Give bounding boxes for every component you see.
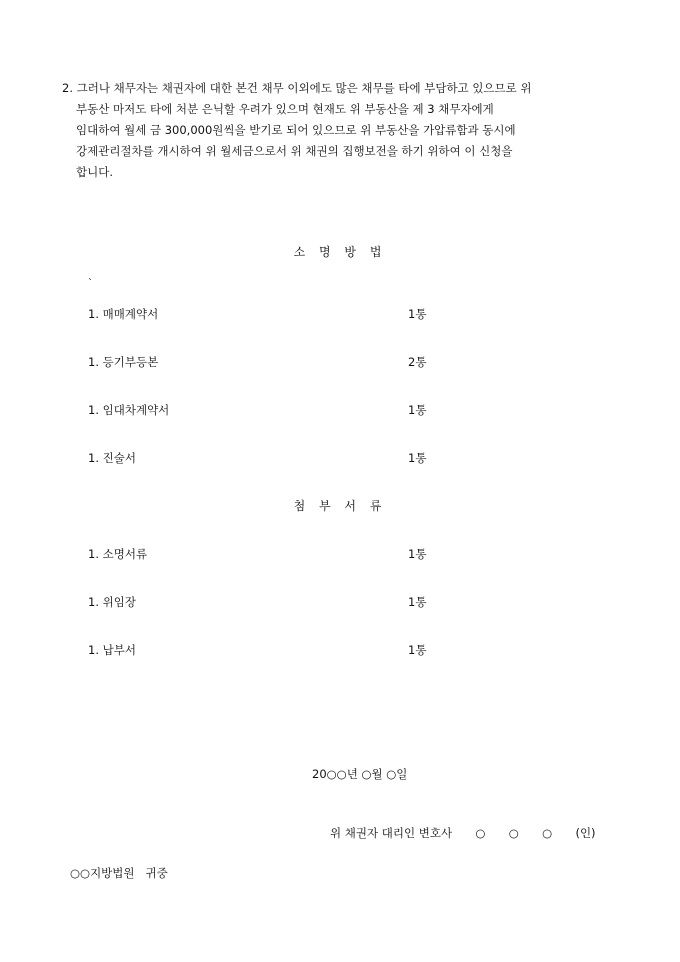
evidence-item-label: 1. 매매계약서	[88, 307, 159, 321]
signature-placeholder: ○	[542, 826, 553, 840]
evidence-heading: 소 명 방 법	[293, 245, 387, 259]
paragraph-line-1: 2. 그러나 채무자는 채권자에 대한 본건 채무 이외에도 많은 채무를 타에 부담하고 있으므로 위	[62, 81, 532, 95]
attachment-item-qty: 1통	[408, 643, 427, 657]
evidence-item-qty: 2통	[408, 355, 427, 369]
paragraph-line-4: 강제관리절차를 개시하여 위 월세금으로서 위 채권의 집행보전을 하기 위하여 이 신청을	[76, 144, 513, 158]
signature-text: 위 채권자 대리인 변호사	[330, 826, 453, 840]
attachment-item-label: 1. 납부서	[88, 643, 136, 657]
attachments-heading: 첨 부 서 류	[293, 499, 387, 513]
attachment-item-label: 1. 위임장	[88, 595, 136, 609]
attachment-item-label: 1. 소명서류	[88, 547, 148, 561]
evidence-item-qty: 1통	[408, 451, 427, 465]
evidence-item-label: 1. 임대차계약서	[88, 403, 170, 417]
paragraph-line-2: 부동산 마저도 타에 처분 은닉할 우려가 있으며 현재도 위 부동산을 제 3 채무자에게	[76, 102, 494, 116]
attachment-item-qty: 1통	[408, 595, 427, 609]
attachment-item-qty: 1통	[408, 547, 427, 561]
signature-line	[330, 825, 596, 841]
paragraph-line-5: 합니다.	[76, 165, 113, 179]
signature-placeholder: ○	[508, 826, 519, 840]
evidence-item-qty: 1통	[408, 403, 427, 417]
filing-date: 20○○년 ○월 ○일	[312, 767, 408, 781]
court-addressee: ○○지방법원 귀중	[70, 866, 168, 880]
evidence-item-label: 1. 진술서	[88, 451, 136, 465]
signature-placeholder: ○	[475, 826, 486, 840]
paragraph-line-3: 임대하여 월세 금 300,000원씩을 받기로 되어 있으므로 위 부동산을 가압류함과 동시에	[76, 123, 516, 137]
stray-mark: `	[88, 278, 93, 289]
evidence-item-qty: 1통	[408, 307, 427, 321]
seal-mark: (인)	[575, 826, 596, 840]
evidence-item-label: 1. 등기부등본	[88, 355, 159, 369]
